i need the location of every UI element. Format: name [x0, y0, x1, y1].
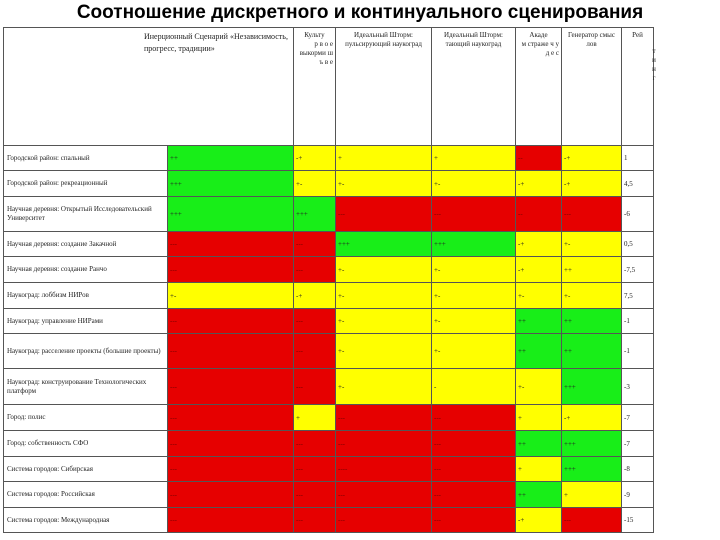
cell-culture: +++ [294, 197, 336, 232]
cell-rating: 7,5 [622, 283, 654, 309]
cell-generator: -+ [562, 171, 622, 197]
rating-overflow-text: т и н г [652, 47, 656, 82]
table-row [4, 405, 654, 431]
header-melting-storm: Идеальный Шторм: тающий наукоград [432, 28, 516, 146]
row-label: Научная деревня: создание Ранчо [4, 257, 168, 283]
cell-culture: -+ [294, 146, 336, 171]
cell-rating: -7,5 [622, 257, 654, 283]
cell-inertial: +++ [168, 197, 294, 232]
cell-inertial: --- [168, 508, 294, 533]
table-row [4, 369, 654, 405]
header-pulsing-storm: Идеальный Шторм: пульсирующий наукоград [336, 28, 432, 146]
cell-generator: +++ [562, 431, 622, 457]
cell-culture: +- [294, 171, 336, 197]
cell-academic: -- [516, 197, 562, 232]
cell-melting: --- [432, 457, 516, 482]
cell-rating: -3 [622, 369, 654, 405]
cell-culture: --- [294, 369, 336, 405]
row-label: Научная деревня: создание Закачной [4, 232, 168, 257]
table-row [4, 482, 654, 508]
cell-generator: ++ [562, 309, 622, 334]
cell-culture: --- [294, 232, 336, 257]
cell-melting: +- [432, 257, 516, 283]
cell-inertial: --- [168, 369, 294, 405]
cell-melting: --- [432, 405, 516, 431]
row-label: Город: собственность СФО [4, 431, 168, 457]
row-label: Система городов: Международная [4, 508, 168, 533]
header-culture-line1: Культу [304, 31, 325, 39]
cell-generator: ++ [562, 334, 622, 369]
cell-melting: - [432, 369, 516, 405]
cell-inertial: ++ [168, 146, 294, 171]
cell-rating: -1 [622, 334, 654, 369]
header-meaning-generator: Генератор смыс лов [562, 28, 622, 146]
cell-academic: ++ [516, 431, 562, 457]
table-row [4, 334, 654, 369]
cell-pulsing: --- [336, 482, 432, 508]
cell-academic: ++ [516, 482, 562, 508]
row-label: Наукоград: конструирование Технологических платформ [4, 369, 168, 405]
cell-pulsing: +- [336, 369, 432, 405]
cell-melting: +- [432, 309, 516, 334]
cell-rating: 4,5 [622, 171, 654, 197]
cell-generator: --- [562, 508, 622, 533]
table-row [4, 232, 654, 257]
cell-inertial: +- [168, 283, 294, 309]
cell-generator: +++ [562, 369, 622, 405]
table-row [4, 508, 654, 533]
cell-melting: +- [432, 334, 516, 369]
page-title: Соотношение дискретного и континуального сценирования [76, 2, 644, 23]
cell-generator: +- [562, 283, 622, 309]
cell-rating: -8 [622, 457, 654, 482]
header-academic-line1: Акаде [529, 31, 548, 39]
header-academic-line2: м страже ч у д е с [521, 40, 559, 57]
cell-academic: +- [516, 369, 562, 405]
cell-melting: --- [432, 431, 516, 457]
cell-melting: --- [432, 197, 516, 232]
cell-pulsing: --- [336, 431, 432, 457]
row-label: Город: полис [4, 405, 168, 431]
cell-rating: 0,5 [622, 232, 654, 257]
cell-melting: +- [432, 171, 516, 197]
scenario-matrix [3, 27, 654, 533]
row-label: Городской район: рекреационный [4, 171, 168, 197]
table-row [4, 309, 654, 334]
cell-rating: -1 [622, 309, 654, 334]
cell-inertial: --- [168, 457, 294, 482]
cell-culture: --- [294, 334, 336, 369]
cell-academic: + [516, 457, 562, 482]
cell-generator: ++ [562, 257, 622, 283]
cell-inertial: --- [168, 334, 294, 369]
cell-rating: -7 [622, 405, 654, 431]
cell-generator: -+ [562, 146, 622, 171]
row-label: Система городов: Сибирская [4, 457, 168, 482]
cell-academic: -+ [516, 257, 562, 283]
cell-rating: -15 [622, 508, 654, 533]
cell-culture: + [294, 405, 336, 431]
row-label: Научная деревня: Открытый Исследовательский Университет [4, 197, 168, 232]
cell-inertial: --- [168, 309, 294, 334]
cell-pulsing: --- [336, 197, 432, 232]
cell-academic: ++ [516, 334, 562, 369]
cell-rating: -7 [622, 431, 654, 457]
cell-pulsing: +- [336, 283, 432, 309]
row-label: Система городов: Российская [4, 482, 168, 508]
cell-academic: -- [516, 146, 562, 171]
cell-melting: --- [432, 482, 516, 508]
cell-pulsing: +- [336, 171, 432, 197]
table-row [4, 171, 654, 197]
cell-pulsing: --- [336, 508, 432, 533]
cell-culture: -+ [294, 283, 336, 309]
cell-rating: -6 [622, 197, 654, 232]
table-row [4, 457, 654, 482]
row-label: Наукоград: расселение проекты (большие проекты) [4, 334, 168, 369]
row-label: Наукоград: лоббизм НИРов [4, 283, 168, 309]
cell-generator: +++ [562, 457, 622, 482]
header-rating: Рей [622, 28, 654, 146]
cell-inertial: --- [168, 405, 294, 431]
cell-culture: --- [294, 257, 336, 283]
cell-culture: --- [294, 431, 336, 457]
cell-generator: +- [562, 232, 622, 257]
cell-pulsing: +- [336, 334, 432, 369]
cell-melting: + [432, 146, 516, 171]
header-culture-col [294, 28, 336, 146]
header-culture-line2: р в о е [314, 40, 333, 48]
cell-academic: + [516, 405, 562, 431]
cell-culture: --- [294, 482, 336, 508]
cell-culture: --- [294, 508, 336, 533]
cell-academic: -+ [516, 171, 562, 197]
cell-culture: --- [294, 457, 336, 482]
cell-melting: +++ [432, 232, 516, 257]
cell-pulsing: + [336, 146, 432, 171]
header-academic-col [516, 28, 562, 146]
cell-academic: -+ [516, 232, 562, 257]
table-row [4, 146, 654, 171]
row-label: Городской район: спальный [4, 146, 168, 171]
cell-inertial: +++ [168, 171, 294, 197]
cell-pulsing: ---- [336, 457, 432, 482]
cell-inertial: --- [168, 431, 294, 457]
table-row [4, 283, 654, 309]
cell-generator: -+ [562, 405, 622, 431]
header-culture-line3: выкорми ш ъ в е [299, 49, 333, 66]
cell-pulsing: +++ [336, 232, 432, 257]
cell-melting: +- [432, 283, 516, 309]
cell-academic: ++ [516, 309, 562, 334]
table-row [4, 431, 654, 457]
cell-pulsing: +- [336, 257, 432, 283]
table-row [4, 197, 654, 232]
cell-inertial: --- [168, 482, 294, 508]
cell-inertial: --- [168, 257, 294, 283]
table-row [4, 257, 654, 283]
cell-pulsing: +- [336, 309, 432, 334]
cell-rating: -9 [622, 482, 654, 508]
cell-melting: --- [432, 508, 516, 533]
cell-academic: +- [516, 283, 562, 309]
cell-inertial: --- [168, 232, 294, 257]
cell-generator: --- [562, 197, 622, 232]
header-inertial-scenario: Инерционный Сценарий «Независимость, прогресс, традиции» [4, 28, 294, 146]
cell-generator: + [562, 482, 622, 508]
cell-academic: -+ [516, 508, 562, 533]
row-label: Наукоград: управление НИРами [4, 309, 168, 334]
cell-rating: 1 [622, 146, 654, 171]
header-row [4, 28, 654, 146]
cell-culture: --- [294, 309, 336, 334]
cell-pulsing: --- [336, 405, 432, 431]
